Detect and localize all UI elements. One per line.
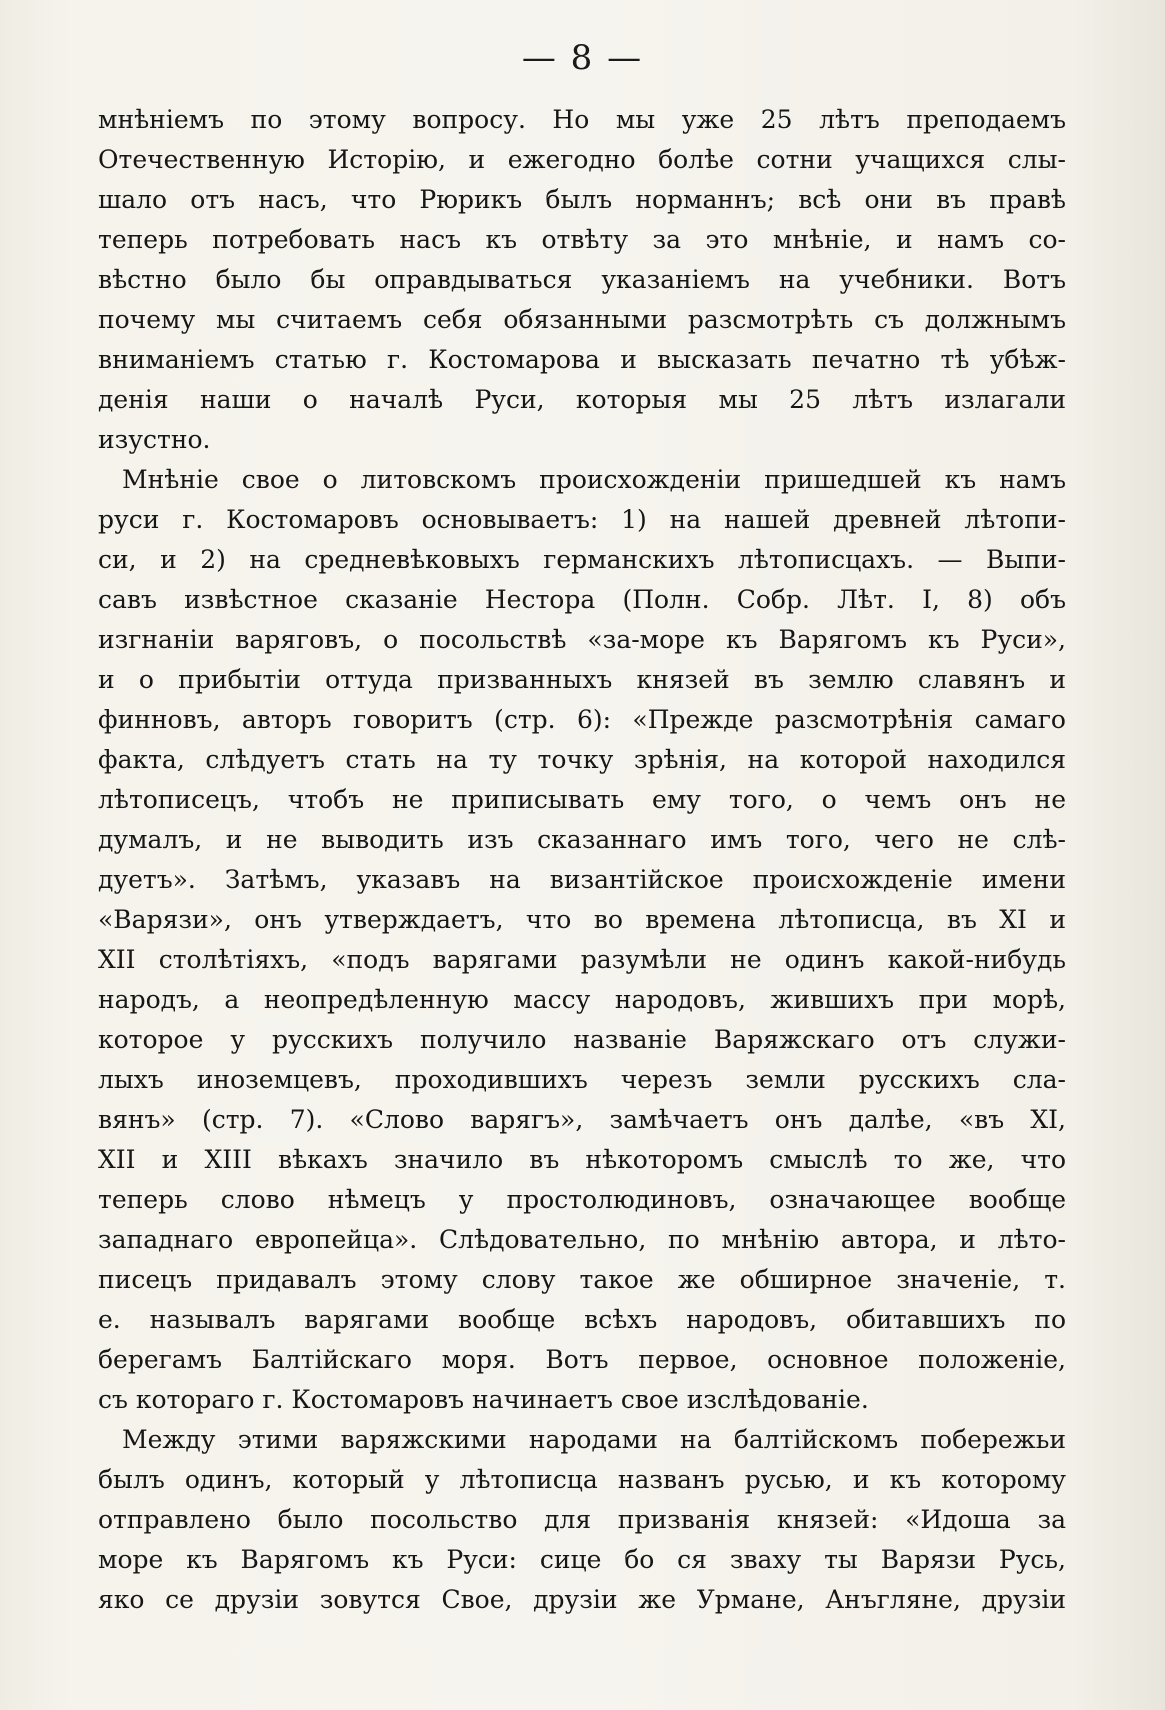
text-line: «Варязи», онъ утверждаетъ, что во времена лѣтописца, въ XI и	[98, 905, 1066, 934]
text-line: народъ, а неопредѣленную массу народовъ, жившихъ при морѣ,	[98, 985, 1066, 1014]
text-line: е. называлъ варягами вообще всѣхъ народовъ, обитавшихъ по	[98, 1305, 1066, 1334]
paragraph	[98, 1420, 1066, 1620]
text-line: лѣтописецъ, чтобъ не приписывать ему того, о чемъ онъ не	[98, 785, 1066, 814]
text-line: съ котораго г. Костомаровъ начинаетъ свое изслѣдованіе.	[98, 1385, 869, 1414]
text-line: лыхъ иноземцевъ, проходившихъ черезъ земли русскихъ сла-	[98, 1065, 1066, 1094]
text-line: савъ извѣстное сказаніе Нестора (Полн. Собр. Лѣт. I, 8) объ	[98, 585, 1066, 614]
text-line: берегамъ Балтійскаго моря. Вотъ первое, основное положеніе,	[98, 1345, 1066, 1374]
text-line: и о прибытіи оттуда призванныхъ князей въ землю славянъ и	[98, 665, 1066, 694]
paragraph	[98, 100, 1066, 460]
page-number: — 8 —	[521, 38, 644, 78]
text-line: дуетъ». Затѣмъ, указавъ на византійское происхожденіе имени	[98, 865, 1066, 894]
text-line: писецъ придавалъ этому слову такое же обширное значеніе, т.	[98, 1265, 1066, 1294]
text-line: финновъ, авторъ говоритъ (стр. 6): «Прежде разсмотрѣнія самаго	[98, 705, 1066, 734]
text-line: былъ одинъ, который у лѣтописца названъ русью, и къ которому	[98, 1465, 1066, 1494]
text-line: отправлено было посольство для призванія князей: «Идоша за	[98, 1505, 1066, 1534]
text-line: море къ Варягомъ къ Руси: сице бо ся зваху ты Варязи Русь,	[98, 1545, 1066, 1574]
text-line: руси г. Костомаровъ основываетъ: 1) на нашей древней лѣтопи-	[98, 505, 1066, 534]
text-line: теперь потребовать насъ къ отвѣту за это мнѣніе, и намъ со-	[98, 225, 1066, 254]
text-line: теперь слово нѣмецъ у простолюдиновъ, означающее вообще	[98, 1185, 1066, 1214]
text-line: факта, слѣдуетъ стать на ту точку зрѣнія, на которой находился	[98, 745, 1066, 774]
text-line: вниманіемъ статью г. Костомарова и высказать печатно тѣ убѣж-	[98, 345, 1066, 374]
text-line: вѣстно было бы оправдываться указаніемъ на учебники. Вотъ	[98, 265, 1066, 294]
text-line: Мнѣніе свое о литовскомъ происхожденіи пришедшей къ намъ	[122, 465, 1066, 494]
text-line: изгнаніи варяговъ, о посольствѣ «за-море къ Варягомъ къ Руси»,	[98, 625, 1066, 654]
paragraph	[98, 460, 1066, 1420]
text-line: XII столѣтіяхъ, «подъ варягами разумѣли не одинъ какой-нибудь	[98, 945, 1066, 974]
text-line: думалъ, и не выводить изъ сказаннаго имъ того, чего не слѣ-	[98, 825, 1066, 854]
text-line: Отечественную Исторію, и ежегодно болѣе сотни учащихся слы-	[98, 145, 1066, 174]
text-line: вянъ» (стр. 7). «Слово варягъ», замѣчаетъ онъ далѣе, «въ XI,	[98, 1105, 1066, 1134]
body-text	[98, 100, 1066, 1620]
text-line: шало отъ насъ, что Рюрикъ былъ норманнъ; всѣ они въ правѣ	[98, 185, 1066, 214]
text-line: Между этими варяжскими народами на балтійскомъ побережьи	[122, 1425, 1066, 1454]
text-line: денія наши о началѣ Руси, которыя мы 25 лѣтъ излагали	[98, 385, 1066, 414]
text-line: которое у русскихъ получило названіе Варяжскаго отъ служи-	[98, 1025, 1066, 1054]
text-line: изустно.	[98, 425, 211, 454]
text-line: мнѣніемъ по этому вопросу. Но мы уже 25 лѣтъ преподаемъ	[98, 105, 1066, 134]
text-line: почему мы считаемъ себя обязанными разсмотрѣть съ должнымъ	[98, 305, 1066, 334]
text-line: западнаго европейца». Слѣдовательно, по мнѣнію автора, и лѣто-	[98, 1225, 1066, 1254]
text-line: си, и 2) на средневѣковыхъ германскихъ лѣтописцахъ. — Выпи-	[98, 545, 1066, 574]
text-line: яко се друзіи зовутся Свое, друзіи же Урмане, Анъгляне, друзіи	[98, 1585, 1066, 1614]
text-line: XII и XIII вѣкахъ значило въ нѣкоторомъ смыслѣ то же, что	[98, 1145, 1066, 1174]
